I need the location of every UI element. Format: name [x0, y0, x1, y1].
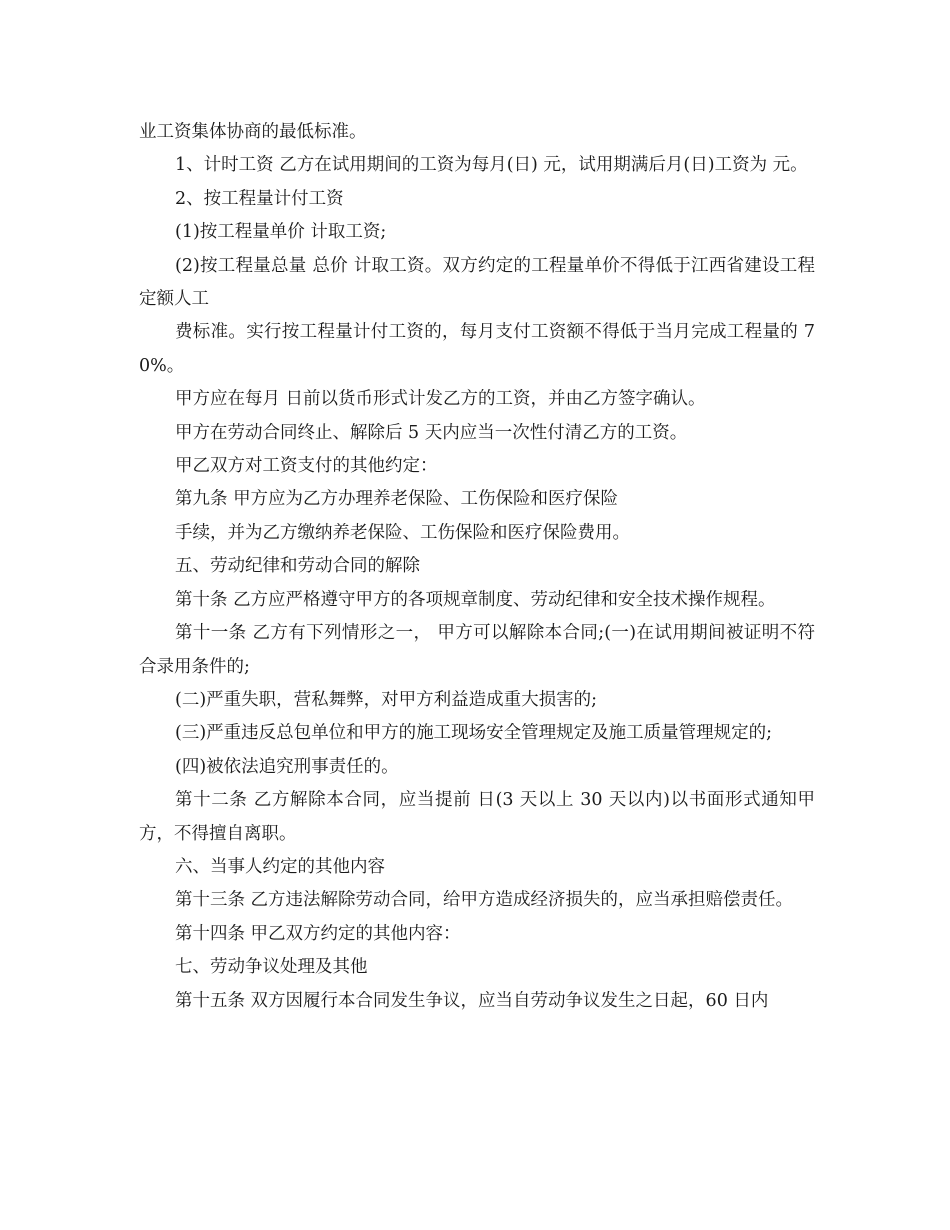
- paragraph-2: 2、按工程量计付工资: [175, 188, 344, 209]
- paragraph-3: (1)按工程量单价 计取工资;: [175, 222, 387, 243]
- paragraph-10: 手续，并为乙方缴纳养老保险、工伤保险和医疗保险费用。: [175, 522, 630, 543]
- paragraph-7: 甲方在劳动合同终止、解除后 5 天内应当一次性付清乙方的工资。: [175, 422, 688, 443]
- paragraph-6: 甲方应在每月 日前以货币形式计发乙方的工资，并由乙方签字确认。: [175, 389, 706, 410]
- paragraph-1: 1、计时工资 乙方在试用期间的工资为每月(日) 元，试用期满后月(日)工资为 元。: [175, 155, 808, 176]
- paragraph-22: 第十五条 双方因履行本合同发生争议，应当自劳动争议发生之日起，60 日内: [175, 990, 769, 1011]
- paragraph-19: 第十三条 乙方违法解除劳动合同，给甲方造成经济损失的，应当承担赔偿责任。: [175, 890, 794, 911]
- paragraph-20: 第十四条 甲乙双方约定的其他内容：: [175, 923, 461, 944]
- paragraph-4: (2)按工程量总量 总价 计取工资。双方约定的工程量单价不得低于江西省建设工程定额人工: [139, 255, 815, 310]
- paragraph-5: 费标准。实行按工程量计付工资的，每月支付工资额不得低于当月完成工程量的 70%。: [139, 322, 815, 376]
- paragraph-12: 第十条 乙方应严格遵守甲方的各项规章制度、劳动纪律和安全技术操作规程。: [175, 589, 776, 610]
- paragraph-16: (四)被依法追究刑事责任的。: [175, 756, 399, 777]
- section-heading-5: 五、劳动纪律和劳动合同的解除: [175, 556, 420, 577]
- paragraph-0: 业工资集体协商的最低标准。: [139, 122, 367, 142]
- paragraph-9: 第九条 甲方应为乙方办理养老保险、工伤保险和医疗保险: [175, 489, 619, 510]
- paragraph-17: 第十二条 乙方解除本合同，应当提前 日(3 天以上 30 天以内)以书面形式通知甲方，不得擅自离职。: [139, 790, 815, 844]
- paragraph-8: 甲乙双方对工资支付的其他约定：: [175, 456, 438, 477]
- paragraph-15: (三)严重违反总包单位和甲方的施工现场安全管理规定及施工质量管理规定的;: [175, 723, 773, 744]
- section-heading-6: 六、当事人约定的其他内容: [175, 856, 385, 877]
- paragraph-13: 第十一条 乙方有下列情形之一， 甲方可以解除本合同;(一)在试用期间被证明不符合录用条件的;: [139, 623, 815, 677]
- document-page: [139, 116, 815, 1018]
- paragraph-14: (二)严重失职，营私舞弊，对甲方利益造成重大损害的;: [175, 689, 598, 710]
- section-heading-7: 七、劳动争议处理及其他: [175, 957, 368, 978]
